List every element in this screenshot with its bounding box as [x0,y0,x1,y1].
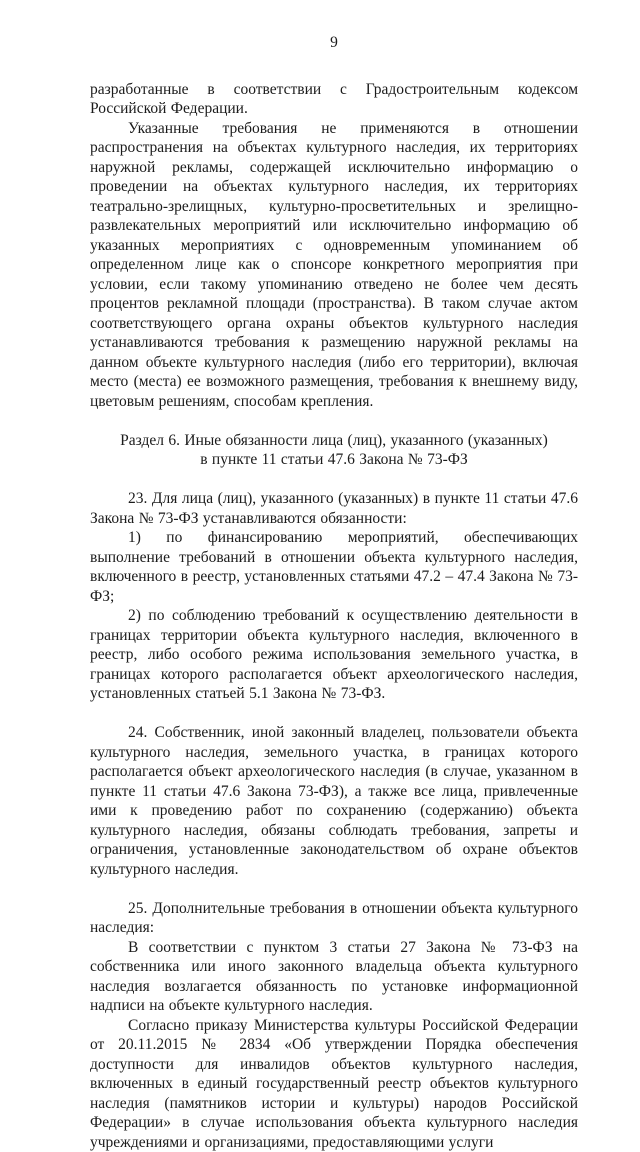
page-number: 9 [90,33,578,53]
section-heading-line2: в пункте 11 статьи 47.6 Закона № 73-ФЗ [90,450,578,470]
paragraph-item-24: 24. Собственник, иной законный владелец, пользователи объекта культурного наследия, земельного участка, в границах которого располагается объект археологического наследия (в случае, указанном в пункте 11 статьи 47.6 Закона 73-ФЗ), а также все лица, привлеченные ими к проведению работ по сохранению (содержанию) объекта культурного наследия, обязаны соблюдать требования, запреты и ограничения, установленные законодательством об охране объектов культурного наследия. [90,723,578,879]
paragraph-item-25: 25. Дополнительные требования в отношении объекта культурного наследия: [90,899,578,938]
section-heading-line1: Раздел 6. Иные обязанности лица (лиц), указанного (указанных) [90,431,578,451]
paragraph-item-25-body: В соответствии с пунктом 3 статьи 27 Закона № 73-ФЗ на собственника или иного законного владельца объекта культурного наследия возлагается обязанность по установке информационной надписи на объекте культурного наследия. [90,938,578,1016]
paragraph-continuation: разработанные в соответствии с Градостроительным кодексом Российской Федерации. [90,80,578,119]
paragraph-item-23: 23. Для лица (лиц), указанного (указанных) в пункте 11 статьи 47.6 Закона № 73-ФЗ устанавливаются обязанности: [90,489,578,528]
paragraph-advertising-exceptions: Указанные требования не применяются в отношении распространения на объектах культурного наследия, их территориях наружной рекламы, содержащей исключительно информацию о проведении на объектах культурного наследия, их территориях театрально-зрелищных, культурно-просветительных и зрелищно-развлекательных мероприятий или исключительно информацию об указанных мероприятиях с одновременным упоминанием об определенном лице как о спонсоре конкретного мероприятия при условии, если такому упоминанию отведено не более чем десять процентов рекламной площади (пространства). В таком случае актом соответствующего органа охраны объектов культурного наследия устанавливаются требования к размещению наружной рекламы на данном объекте культурного наследия (либо его территории), включая место (места) ее возможного размещения, требования к внешнему виду, цветовым решениям, способам крепления. [90,119,578,412]
paragraph-item-23-sub-2: 2) по соблюдению требований к осуществлению деятельности в границах территории объекта культурного наследия, включенного в реестр, либо особого режима использования земельного участка, в границах которого располагается объект археологического наследия, установленных статьей 5.1 Закона № 73-ФЗ. [90,606,578,704]
paragraph-ministry-order: Согласно приказу Министерства культуры Российской Федерации от 20.11.2015 № 2834 «Об утверждении Порядка обеспечения доступности для инвалидов объектов культурного наследия, включенных в единый государственный реестр объектов культурного наследия (памятников истории и культуры) народов Российской Федерации» в случае использования объекта культурного наследия учреждениями и организациями, предоставляющими услуги [90,1016,578,1152]
paragraph-item-23-sub-1: 1) по финансированию мероприятий, обеспечивающих выполнение требований в отношении объекта культурного наследия, включенного в реестр, установленных статьями 47.2 – 47.4 Закона № 73-ФЗ; [90,528,578,606]
